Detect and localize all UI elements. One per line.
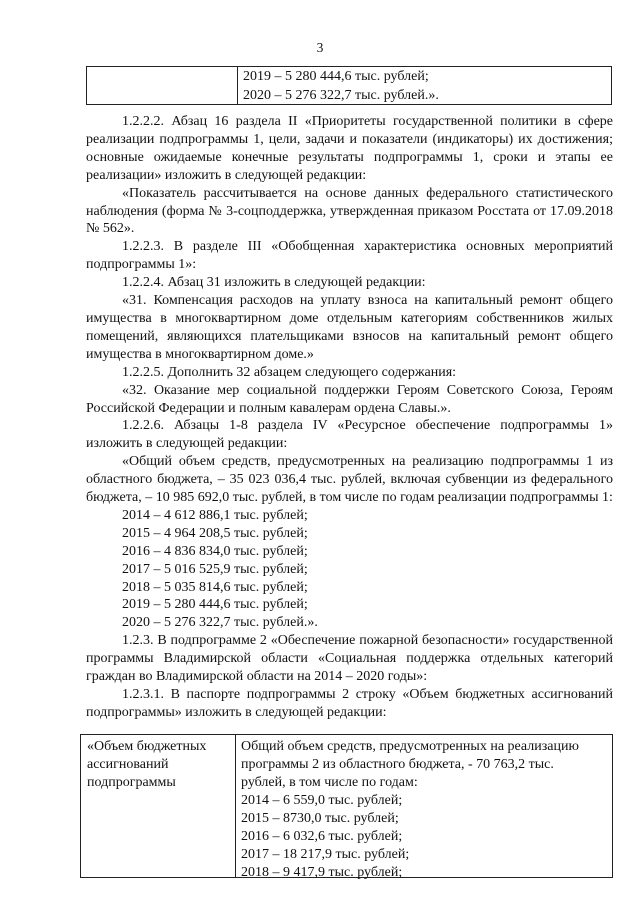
paragraph: «32. Оказание мер социальной поддержки Героям Советского Союза, Героям Российской Федерации и полным кавалерам ордена Славы.». (86, 382, 613, 416)
content-line: программы 2 из областного бюджета, - 70 763,2 тыс. (241, 757, 554, 772)
content-line: Общий объем средств, предусмотренных на реализацию (241, 739, 579, 754)
paragraph: «31. Компенсация расходов на уплату взноса на капитальный ремонт общего имущества в многоквартирном доме отдельным категориям собственников жилых помещений, являющихся плательщиками взносов на капитальный ремонт общего имущества в многоквартирном доме.» (86, 293, 613, 362)
document-body (86, 113, 613, 722)
table-column-divider (235, 735, 236, 877)
paragraph: 1.2.3. В подпрограмме 2 «Обеспечение пожарной безопасности» государственной программы Владимирской области «Социальная поддержка отдельных категорий граждан во Владимирской области на 2014 – 2020 годы»: (86, 633, 613, 685)
year-line: 2016 – 4 836 834,0 тыс. рублей; (122, 543, 308, 559)
budget-table-bottom (80, 734, 613, 878)
paragraph: 1.2.2.6. Абзацы 1-8 раздела IV «Ресурсное обеспечение подпрограммы 1» изложить в следующей редакции: (86, 418, 613, 452)
label-line: подпрограммы (87, 775, 176, 790)
table-row-content (241, 738, 607, 882)
year-line: 2020 – 5 276 322,7 тыс. рублей.». (122, 615, 318, 631)
year-line: 2017 – 5 016 525,9 тыс. рублей; (122, 561, 308, 577)
paragraph: 1.2.2.3. В разделе III «Обобщенная характеристика основных мероприятий подпрограммы 1»: (86, 239, 613, 273)
year-line: 2019 – 5 280 444,6 тыс. рублей; (122, 597, 308, 613)
table-line: 2020 – 5 276 322,7 тыс. рублей.». (243, 88, 439, 103)
content-line: 2016 – 6 032,6 тыс. рублей; (241, 829, 403, 844)
content-line: 2014 – 6 559,0 тыс. рублей; (241, 793, 403, 808)
content-line: 2017 – 18 217,9 тыс. рублей; (241, 847, 410, 862)
page-number: 3 (316, 40, 324, 55)
content-line: 2015 – 8730,0 тыс. рублей; (241, 811, 399, 826)
paragraph: 1.2.3.1. В паспорте подпрограммы 2 строку «Объем бюджетных ассигнований подпрограммы» изложить в следующей редакции: (86, 687, 613, 720)
paragraph: «Показатель рассчитывается на основе данных федерального статистического наблюдения (форма № 3-соцподдержка, утвержденная приказом Росстата от 17.09.2018 № 562». (86, 185, 613, 237)
paragraph: 1.2.2.5. Дополнить 32 абзацем следующего содержания: (122, 364, 457, 380)
year-line: 2015 – 4 964 208,5 тыс. рублей; (122, 525, 308, 541)
table-row-label (87, 738, 227, 792)
year-line: 2014 – 4 612 886,1 тыс. рублей; (122, 507, 308, 523)
content-line: рублей, в том числе по годам: (241, 775, 418, 790)
label-line: «Объем бюджетных (87, 739, 207, 754)
year-line: 2018 – 5 035 814,6 тыс. рублей; (122, 579, 308, 595)
content-line: 2018 – 9 417,9 тыс. рублей; (241, 865, 403, 880)
label-line: ассигнований (87, 757, 169, 772)
table-column-divider (237, 67, 238, 104)
budget-table-top (86, 66, 612, 105)
paragraph: 1.2.2.4. Абзац 31 изложить в следующей редакции: (122, 275, 426, 291)
table-line: 2019 – 5 280 444,6 тыс. рублей; (243, 69, 429, 84)
paragraph: «Общий объем средств, предусмотренных на реализацию подпрограммы 1 из областного бюджета, – 35 023 036,4 тыс. рублей, включая субвенции из федерального бюджета, – 10 985 692,0 тыс. рублей, в том числе по годам реализации подпрограммы 1: (86, 454, 613, 506)
paragraph: 1.2.2.2. Абзац 16 раздела II «Приоритеты государственной политики в сфере реализации подпрограммы 1, цели, задачи и показатели (индикаторы) их достижения; основные ожидаемые конечные результаты подпрограммы 1, сроки и этапы ее реализации» изложить в следующей редакции: (86, 114, 613, 183)
table-cell (243, 67, 439, 105)
